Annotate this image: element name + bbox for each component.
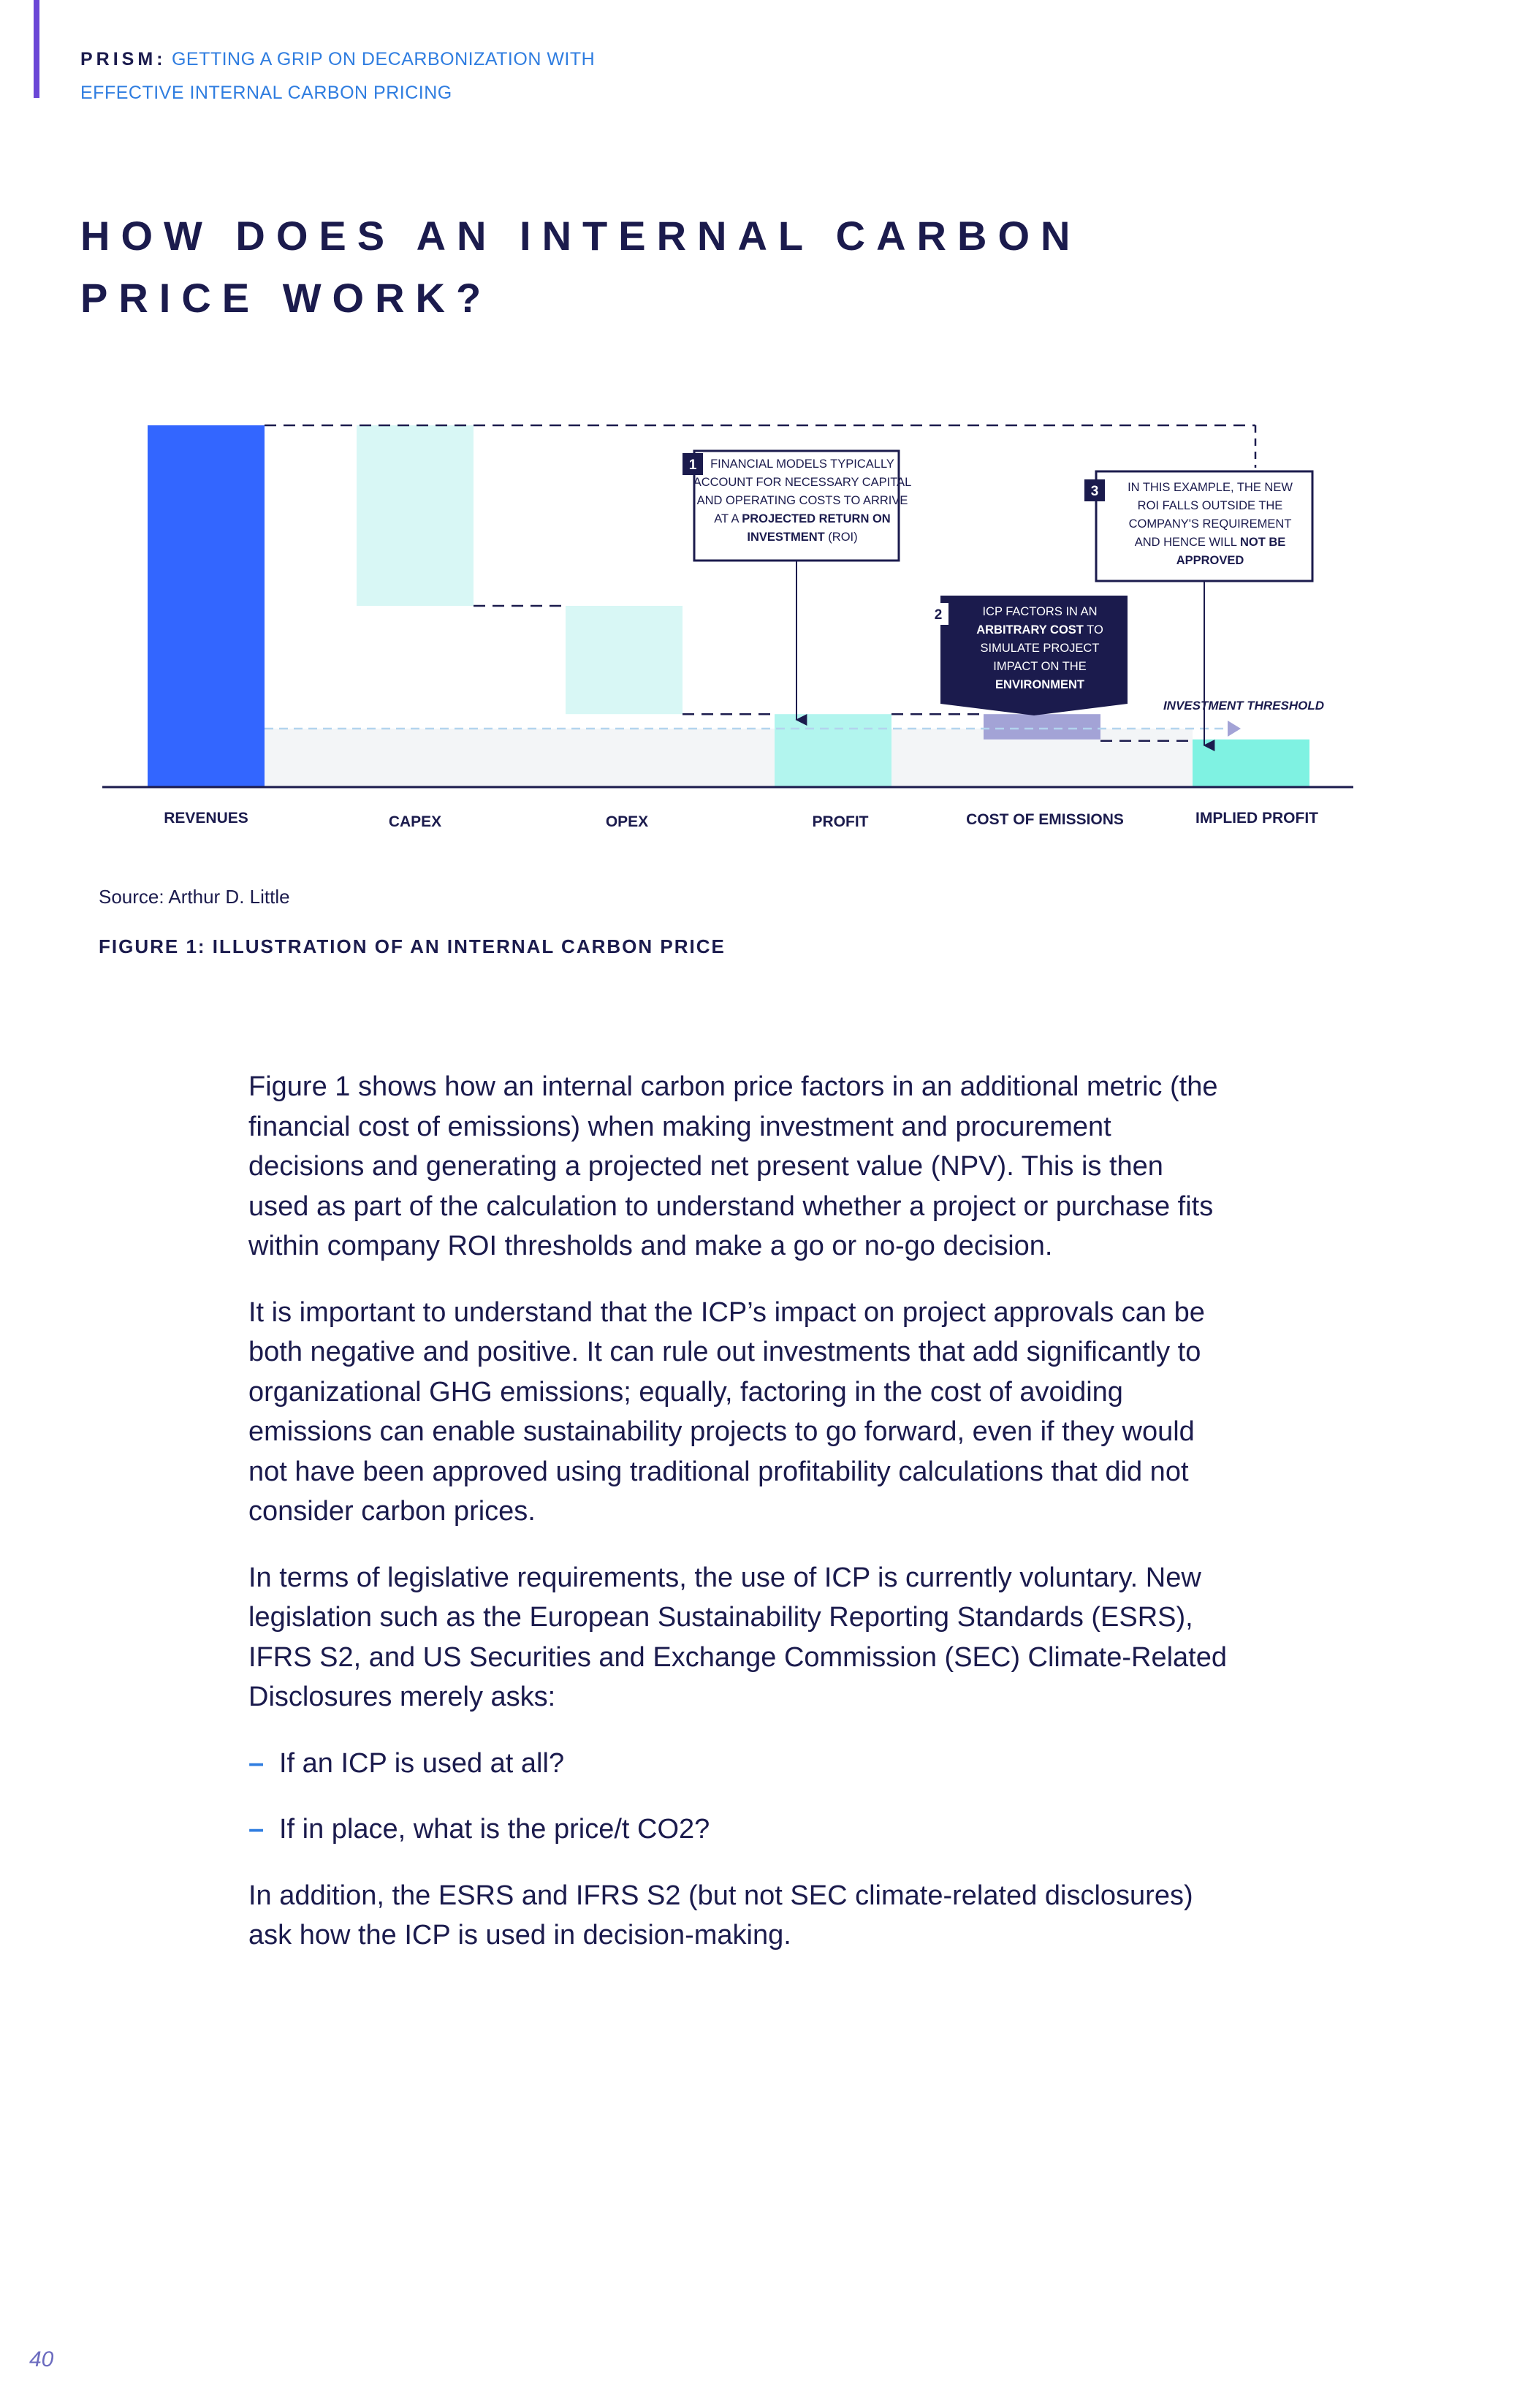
category-label: REVENUES	[164, 810, 248, 827]
annotation-text-line: SIMULATE PROJECT	[980, 642, 1100, 655]
bar-capex	[357, 425, 474, 606]
bullet-text: If an ICP is used at all?	[279, 1747, 565, 1779]
annotation-text-line: ICP FACTORS IN AN	[982, 605, 1098, 618]
annotation-text-line: ENVIRONMENT	[995, 678, 1084, 691]
paragraph-3: In terms of legislative requirements, the use of ICP is currently voluntary. New legislation such as the European Sustainability Reporting Standards (ESRS), IFRS S2, and US Securities and Exchange Commission (SEC) Climate-Related Disclosures merely asks:	[248, 1562, 1227, 1712]
bullet-text: If in place, what is the price/t CO2?	[279, 1814, 710, 1845]
page-number: 40	[29, 2347, 54, 2371]
waterfall-chart	[0, 0, 1536, 848]
bar-revenues	[148, 425, 265, 786]
annotation-number: 2	[934, 607, 943, 623]
category-label: IMPLIED PROFIT	[1195, 810, 1318, 827]
paragraph-4: In addition, the ESRS and IFRS S2 (but not SEC climate-related disclosures) ask how the ICP is used in decision-making.	[248, 1880, 1193, 1951]
bullet-dash-icon: –	[248, 1747, 265, 1779]
figure-caption: FIGURE 1: ILLUSTRATION OF AN INTERNAL CARBON PRICE	[99, 935, 726, 957]
header-brand: PRISM:	[80, 49, 167, 69]
annotation-text-line: INVESTMENT (ROI)	[747, 531, 858, 544]
annotation-text-line: APPROVED	[1176, 554, 1244, 567]
bar-opex	[566, 606, 683, 714]
annotation-number: 3	[1090, 484, 1099, 499]
chart-category-labels	[164, 810, 1318, 830]
page-title-line2: PRICE WORK?	[80, 275, 493, 321]
bar-implied-profit	[1193, 740, 1309, 786]
body-text	[248, 1067, 1228, 1982]
annotation-text-line: IMPACT ON THE	[993, 660, 1087, 673]
annotation-number: 1	[688, 457, 697, 473]
figure-source: Source: Arthur D. Little	[99, 886, 290, 908]
annotation-text-line: IN THIS EXAMPLE, THE NEW	[1128, 481, 1293, 494]
annotation-text-line: AND HENCE WILL NOT BE	[1134, 536, 1286, 549]
header-subtitle-line2: EFFECTIVE INTERNAL CARBON PRICING	[80, 83, 452, 103]
bar-profit	[775, 714, 891, 786]
category-label: COST OF EMISSIONS	[966, 811, 1124, 828]
annotation-text-line: FINANCIAL MODELS TYPICALLY	[710, 457, 894, 471]
bar-cost-of-emissions	[984, 714, 1100, 740]
annotation-text-line: ARBITRARY COST TO	[976, 623, 1103, 637]
annotation-text-line: ROI FALLS OUTSIDE THE	[1137, 499, 1283, 512]
category-label: OPEX	[605, 813, 649, 830]
annotation-text-line: COMPANY'S REQUIREMENT	[1128, 517, 1292, 531]
category-label: PROFIT	[812, 813, 869, 830]
annotation-text-line: AND OPERATING COSTS TO ARRIVE	[696, 494, 908, 507]
bullet-dash-icon: –	[248, 1814, 265, 1845]
paragraph-1: Figure 1 shows how an internal carbon price factors in an additional metric (the financial cost of emissions) when making investment and procurement decisions and generating a projected net present value (NPV). This is then used as part of the calculation to understand whether a project or purchase fits within company ROI thresholds and make a go or no-go decision.	[248, 1071, 1218, 1261]
annotation-text-line: AT A PROJECTED RETURN ON	[714, 512, 891, 525]
paragraph-2: It is important to understand that the ICP’s impact on project approvals can be both negative and positive. It can rule out investments that add significantly to organizational GHG emissions; equally, factoring in the cost of avoiding emissions can enable sustainability projects to go forward, even if they would not have been approved using traditional profitability calculations that did not consider carbon prices.	[248, 1296, 1205, 1527]
list-item	[248, 1744, 1228, 1784]
list-item	[248, 1809, 1228, 1850]
annotation-text-line: ACCOUNT FOR NECESSARY CAPITAL	[693, 476, 912, 489]
category-label: CAPEX	[388, 813, 442, 830]
page-title-line1: HOW DOES AN INTERNAL CARBON	[80, 213, 1081, 259]
header-subtitle-line1: GETTING A GRIP ON DECARBONIZATION WITH	[171, 49, 596, 69]
investment-threshold-label: INVESTMENT THRESHOLD	[1163, 698, 1324, 713]
threshold-arrow-icon	[1228, 721, 1241, 737]
